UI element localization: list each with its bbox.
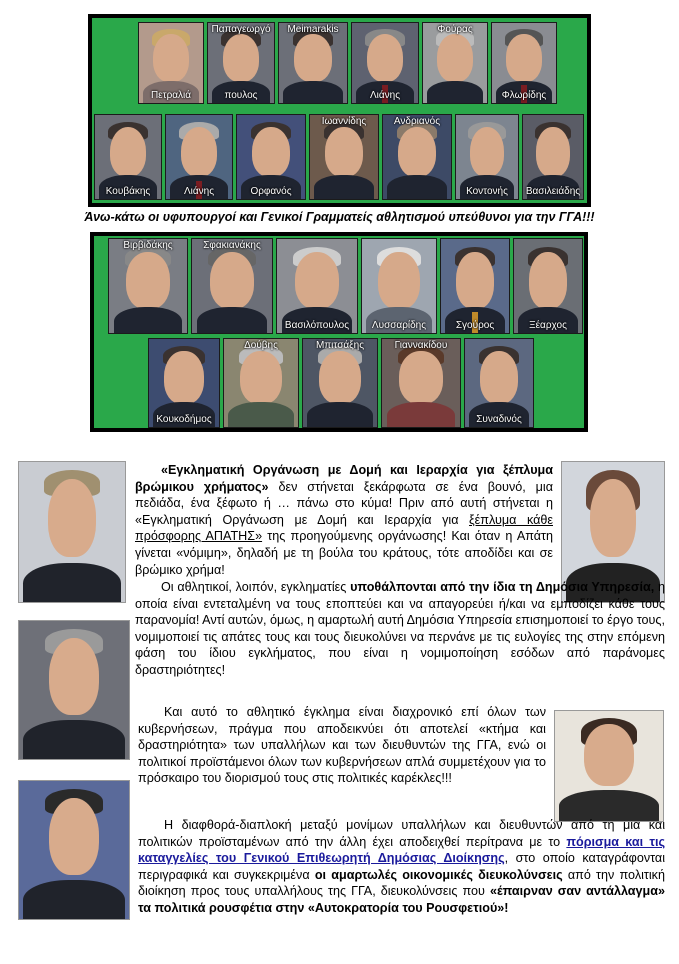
portrait	[276, 238, 358, 334]
portrait-name: Παπαγεωργό	[211, 24, 271, 35]
portrait	[108, 238, 188, 334]
text-run: δεν στήνεται ξεκάρφωτα σε ένα βουνό, μια πεδιάδα, ένα ξέφωτο ή … πάνω στο κύμα! Πριν από αυτή στήνεται η «Εγκληματική Οργάνωση με Δομή και Ιεραρχία για	[135, 479, 553, 527]
portrait	[278, 22, 348, 104]
portrait-name: Σφακιανάκης	[203, 240, 261, 251]
portrait-name: Φούρας	[437, 24, 473, 35]
portrait-photo	[18, 461, 126, 603]
portrait-name: Μπιτσάξης	[315, 340, 365, 351]
portrait-name: Βιρβιδάκης	[123, 240, 173, 251]
paragraph-3	[138, 704, 546, 787]
bold-text: «έπαιρναν σαν αντάλλαγμα» τα πολιτικά ρουσφέτια στην «Αυτοκρατορία του Ρουσφετιού»!	[138, 884, 665, 915]
text-run: Και αυτό το αθλητικό έγκλημα είναι διαχρονικό επί όλων των κυβερνήσεων, πράγμα που αποδεικνύει ότι αποτελεί «κτήμα και δραστηριότητα» των υπαλλήλων και των διευθυντών της ΓΓΑ, ενώ οι πολιτικοί προϊστάμενοι όλων των κυβερνήσεων απλά συμμετέχουν για το πρόσκαιρο του διορισμού τους στις πολιτικές καρέκλες!!!	[138, 705, 546, 786]
bold-text: οι αμαρτωλές οικονομικές διευκολύνσεις	[314, 867, 563, 882]
portrait-name: Βασιλειάδης	[525, 186, 581, 197]
mosaic-caption: Άνω-κάτω οι υφυπουργοί και Γενικοί Γραμματείς αθλητισμού υπεύθυνοι για την ΓΓΑ!!!	[84, 210, 595, 224]
portrait-name: Φλωρίδης	[501, 90, 547, 101]
top-photo-mosaic	[88, 14, 591, 207]
bold-text: υποθάλπονται από την ίδια τη Δημόσια Υπηρεσία,	[350, 580, 655, 594]
portrait-name: Βασιλόπουλος	[284, 320, 350, 331]
portrait-photo	[18, 780, 130, 920]
portrait-name: Πετραλιά	[150, 90, 192, 101]
portrait-name: Σγούρος	[455, 320, 495, 331]
portrait-name: Λιάνης	[183, 186, 215, 197]
portrait-name: Κουβάκης	[105, 186, 151, 197]
portrait-name: Ιωαννίδης	[321, 116, 367, 127]
portrait	[361, 238, 437, 334]
portrait-name: Γιαννακίδου	[394, 340, 448, 351]
portrait-name: Συναδινός	[476, 414, 522, 425]
portrait	[513, 238, 583, 334]
portrait-name: Λυσσαρίδης	[371, 320, 427, 331]
portrait-name: Ορφανός	[250, 186, 292, 197]
portrait-photo	[554, 710, 664, 822]
portrait	[302, 338, 378, 428]
portrait-name: Ανδριανός	[393, 116, 441, 127]
text-run: Οι αθλητικοί, λοιπόν, εγκληματίες	[161, 580, 351, 594]
paragraph-1	[135, 462, 553, 578]
report-link[interactable]: πόρισμα και τις καταγγελίες του Γενικού Επιθεωρητή Δημόσιας Διοίκησης	[138, 834, 665, 866]
portrait-name: Λιάνης	[369, 90, 401, 101]
portrait	[223, 338, 299, 428]
text-run: Η διαφθορά-διαπλοκή μεταξύ μονίμων υπαλλήλων και διευθυντών από τη μια και πολιτικών προϊσταμένων από την άλλη έχει αποδειχθεί περίτρανα με το	[138, 818, 665, 849]
portrait-name: Κουκοδήμος	[156, 414, 212, 425]
quote-title: «Εγκληματική Οργάνωση με Δομή και Ιεραρχία για ξέπλυμα βρώμικου χρήματος»	[135, 463, 553, 494]
portrait	[440, 238, 510, 334]
portrait-name: Δούβης	[244, 340, 278, 351]
text-run: , στο οποίο καταγράφονται περιγραφικά και συγκεκριμένα	[138, 851, 666, 882]
portrait	[236, 114, 306, 200]
portrait-photo	[18, 620, 130, 760]
portrait	[309, 114, 379, 200]
portrait	[381, 338, 461, 428]
portrait-name: πουλος	[224, 90, 258, 101]
portrait	[165, 114, 233, 200]
portrait	[138, 22, 204, 104]
portrait-name: Ξέαρχος	[529, 320, 567, 331]
portrait	[491, 22, 557, 104]
text-run: της προηγούμενης οργάνωσης! Και όταν η Απάτη γίνεται «νόμιμη», δηλαδή με τη βούλα του κράτους, τότε αποδίδει και σε βρώμικο χρήμα!	[135, 529, 553, 577]
portrait	[455, 114, 519, 200]
underlined-text: ξέπλυμα κάθε πρόσφορης ΑΠΑΤΗΣ»	[135, 512, 553, 544]
portrait	[422, 22, 488, 104]
second-photo-mosaic	[90, 232, 588, 432]
portrait	[464, 338, 534, 428]
portrait	[94, 114, 162, 200]
paragraph-2	[135, 579, 665, 679]
portrait	[351, 22, 419, 104]
portrait	[191, 238, 273, 334]
portrait	[382, 114, 452, 200]
portrait	[207, 22, 275, 104]
portrait	[148, 338, 220, 428]
paragraph-4	[138, 817, 665, 917]
text-run: από την πολιτική διοίκηση προς τους υπαλλήλους της ΓΓΑ, διευκολύνσεις που	[138, 867, 665, 899]
portrait	[522, 114, 584, 200]
text-run: η οποία είναι εντεταλμένη να τους εποπτεύει και να απαγορεύει ή/και να εμποδίζει κάθε τους παρανομία! Αντί αυτών, όμως, η αμαρτωλή αυτή Δημόσια Υπηρεσία επισημοποιεί το έργο τους, νομιμοποιεί τις απάτες τους και τους διευκολύνει να περνάνε με τις ευλογίες της στην επόμενη φάση του ίδιου εγκλήματος, που είναι η νομιμοποίηση εσόδων από παράνομες δραστηριότητες!	[135, 580, 665, 677]
portrait-name: Κοντονής	[466, 186, 508, 197]
portrait-name: Meimarakis	[287, 24, 339, 35]
